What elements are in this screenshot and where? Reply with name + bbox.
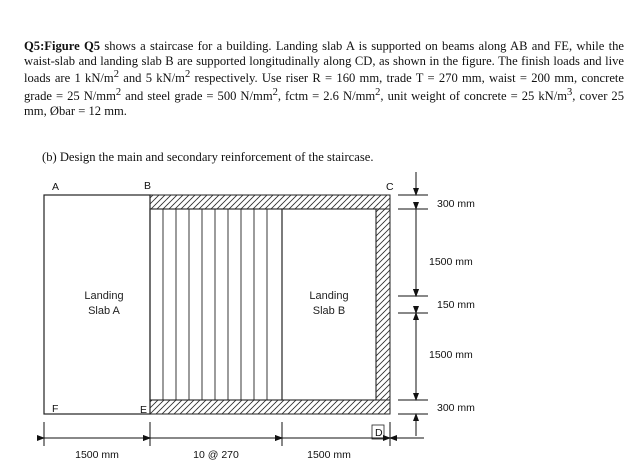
- dim-1500-upper: 1500 mm: [429, 256, 473, 268]
- question-fctm: , fctm = 2.6 N/mm: [277, 89, 376, 104]
- top-support-hatch: [150, 195, 390, 209]
- question-loads: and 5 kN/m: [123, 71, 185, 86]
- corner-label-d: D: [375, 427, 383, 439]
- corner-label-c: C: [386, 181, 394, 193]
- dim-10-at-270: 10 @ 270: [193, 449, 239, 461]
- landing-b-label-line2: Slab B: [312, 305, 346, 317]
- question-body: shows a staircase for a building. Landing slab A is supported on beams along AB and FE, while the waist-slab and landing slab B are supported longitudinally along CD, as shown in the figure. The finish loads and live loads are 1 kN/m: [24, 39, 625, 86]
- figure-ref: Figure Q5: [44, 39, 101, 53]
- question-cover: , cover 25 mm, Øbar = 12 mm.: [24, 89, 625, 118]
- landing-b-label-line1: Landing: [309, 290, 349, 302]
- dim-150: 150 mm: [437, 299, 475, 311]
- dim-300-top: 300 mm: [437, 198, 475, 210]
- vertical-dimension: [398, 172, 428, 436]
- question-id: Q5:: [24, 39, 45, 53]
- question-text: Q5:Figure Q5 shows a staircase for a building. Landing slab A is supported on beams along AB and FE, while the waist-slab and landing slab B are supported longitudinally along CD, as shown in the figure. The finish loads and live loads are 1 $kN/m^2$ and 5 $kN/m^2$ respectively. Use riser R = 160 mm, trade T = 270 mm, waist = 200 mm, concrete grade = 25 $N/mm^2$ and steel grade = 500 $N/mm^2$, fctm = 2.6 $N/mm^2$, unit weight of concrete = 25 $kN/m^3$, cover 25 mm, Øbar = 12 mm.: [24, 39, 625, 118]
- landing-a-label-line1: Landing: [84, 290, 124, 302]
- corner-label-f: F: [52, 403, 59, 415]
- landing-a-label-line2: Slab A: [88, 305, 120, 317]
- dim-1500-right: 1500 mm: [307, 449, 351, 461]
- right-support-hatch: [376, 209, 390, 400]
- horizontal-dimension: [44, 422, 424, 446]
- bottom-support-hatch: [150, 400, 390, 414]
- corner-label-a: A: [52, 181, 60, 193]
- waist-slab: [150, 209, 282, 400]
- dim-1500-left: 1500 mm: [75, 449, 119, 461]
- dim-300-bottom: 300 mm: [437, 402, 475, 414]
- corner-label-b: B: [144, 180, 152, 192]
- stair-treads: [163, 209, 267, 400]
- part-b-text: (b) Design the main and secondary reinforcement of the staircase.: [42, 150, 374, 164]
- question-steel: and steel grade = 500 N/mm: [125, 89, 273, 104]
- corner-label-e: E: [140, 404, 148, 416]
- question-unit-weight: , unit weight of concrete = 25 kN/m: [380, 89, 568, 104]
- dim-1500-lower: 1500 mm: [429, 349, 473, 361]
- question-params: respectively. Use riser R = 160 mm, trade T = 270 mm, waist = 200 mm, concrete grade = 25 N/mm: [24, 71, 625, 104]
